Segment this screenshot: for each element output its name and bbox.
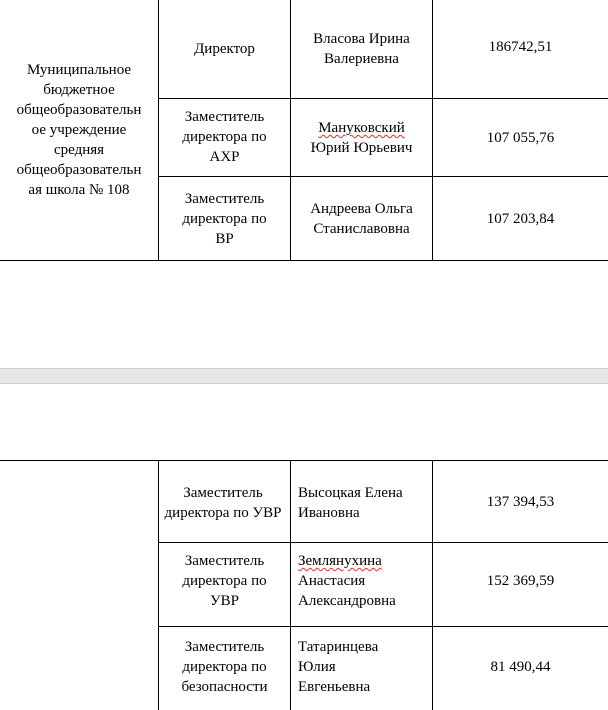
- position-line: директора по УВР: [164, 505, 282, 521]
- salary-cell: [433, 570, 608, 592]
- name-line: Евгеньевна: [298, 679, 371, 695]
- name-cell: [291, 28, 432, 70]
- position-line: безопасности: [181, 679, 268, 695]
- salary-value: 137 394,53: [486, 494, 555, 510]
- table-border: [158, 98, 608, 99]
- organization-line: общеобразовательн: [16, 162, 142, 178]
- position-cell: [159, 636, 290, 698]
- name-line: Власова Ирина: [313, 31, 410, 47]
- position-line: директора по: [182, 659, 267, 675]
- table-border: [158, 542, 608, 543]
- salary-value: 186742,51: [488, 39, 553, 55]
- document-page-2: [0, 384, 608, 710]
- position-line: АХР: [209, 149, 240, 165]
- name-line: Валериевна: [324, 51, 399, 67]
- salary-cell: [433, 36, 608, 58]
- position-cell: [159, 106, 290, 168]
- name-line: Анастасия: [298, 573, 366, 589]
- name-line-spellcheck[interactable]: Мануковский: [318, 120, 405, 136]
- page-separator: [0, 368, 608, 384]
- name-line: Ивановна: [298, 505, 360, 521]
- position-cell: [159, 550, 290, 612]
- position-cell: [159, 188, 290, 250]
- position-line: Заместитель: [184, 553, 265, 569]
- position-line: УВР: [210, 593, 239, 609]
- name-cell: [291, 117, 432, 159]
- salary-value: 81 490,44: [490, 659, 551, 675]
- position-cell: [152, 482, 294, 524]
- table-border: [158, 176, 608, 177]
- position-line: Заместитель: [184, 109, 265, 125]
- organization-line: средняя: [53, 142, 105, 158]
- organization-line: бюджетное: [43, 82, 115, 98]
- organization-line: общеобразовательн: [16, 102, 142, 118]
- position-line: ВР: [215, 231, 234, 247]
- salary-value: 152 369,59: [486, 573, 555, 589]
- position-line: Директор: [194, 41, 255, 57]
- salary-cell: [433, 656, 608, 678]
- position-line: Заместитель: [184, 191, 265, 207]
- position-line: директора по: [182, 573, 267, 589]
- name-line: Юрий Юрьевич: [310, 140, 413, 156]
- name-cell: [291, 198, 432, 240]
- position-line: директора по: [182, 211, 267, 227]
- table-border: [0, 260, 608, 261]
- salary-value: 107 203,84: [486, 211, 555, 227]
- position-cell: [159, 38, 290, 60]
- position-line: Заместитель: [183, 485, 263, 501]
- salary-cell: [433, 208, 608, 230]
- table-border: [158, 626, 608, 627]
- organization-line: ая школа № 108: [28, 182, 130, 198]
- name-line: Станиславовна: [313, 221, 410, 237]
- name-line: Юлия: [298, 659, 336, 675]
- salary-cell: [433, 491, 608, 513]
- organization-line: Муниципальное: [26, 62, 132, 78]
- name-line: Андреева Ольга: [310, 201, 413, 217]
- organization-name: [0, 60, 158, 200]
- salary-value: 107 055,76: [486, 130, 555, 146]
- organization-line: ое учреждение: [31, 122, 127, 138]
- name-cell: [298, 636, 432, 698]
- position-line: Заместитель: [184, 639, 265, 655]
- table-border: [0, 460, 608, 461]
- name-line: Высоцкая Елена: [298, 485, 403, 501]
- position-line: директора по: [182, 129, 267, 145]
- salary-cell: [433, 127, 608, 149]
- name-cell: [298, 550, 432, 612]
- name-line: Александровна: [298, 593, 396, 609]
- name-line-spellcheck[interactable]: Землянухина: [298, 553, 382, 569]
- name-line: Татаринцева: [298, 639, 379, 655]
- name-cell: [298, 482, 432, 524]
